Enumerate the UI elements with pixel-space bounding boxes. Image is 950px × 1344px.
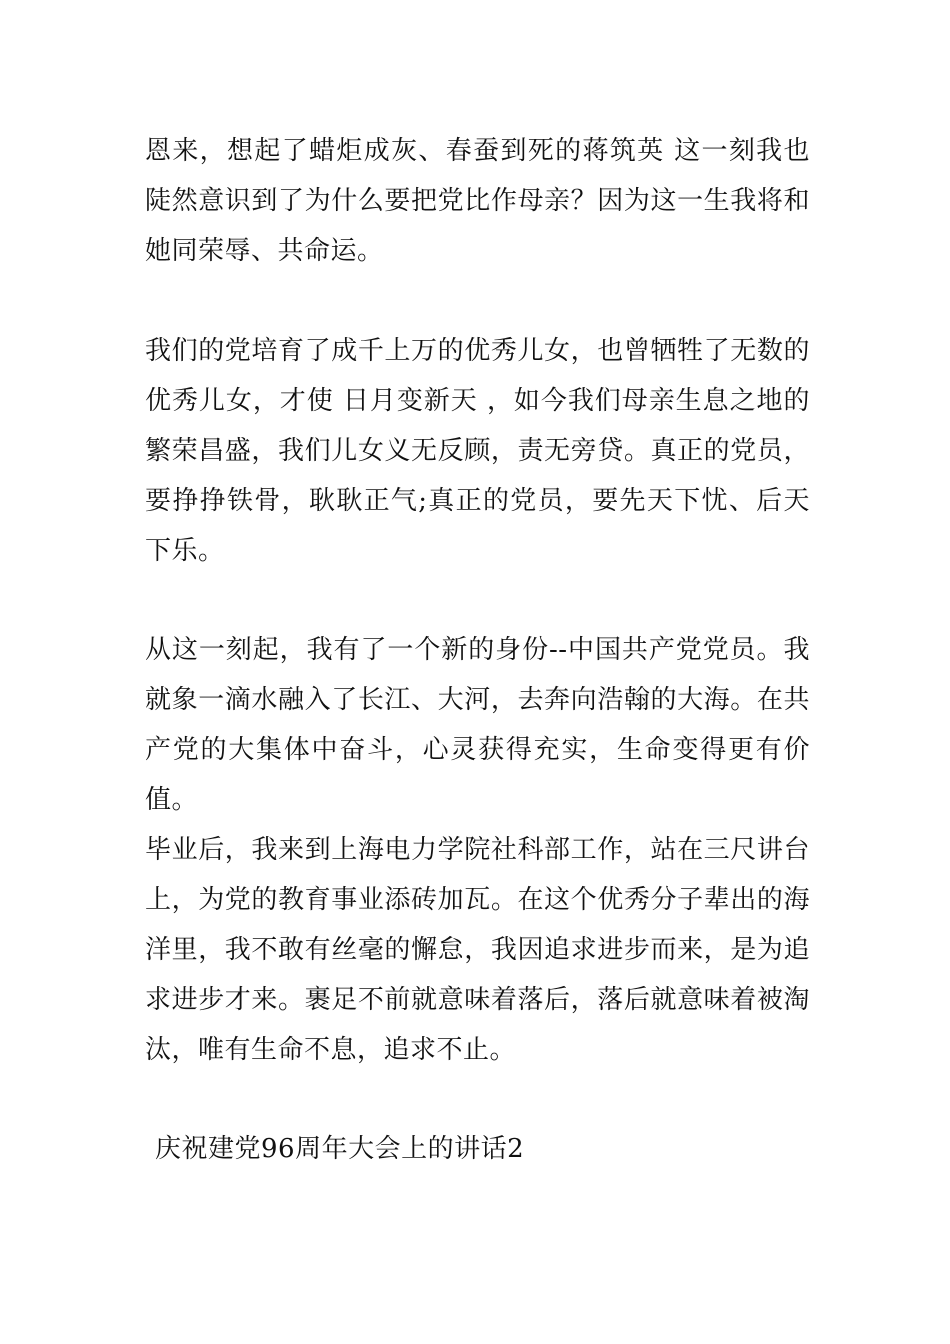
paragraph-4: 毕业后，我来到上海电力学院社科部工作，站在三尺讲台上，为党的教育事业添砖加瓦。在这个优秀分子辈出的海洋里，我不敢有丝毫的懈怠，我因追求进步而来，是为追求进步才来。裹足不前就意味着落后，落后就意味着被淘汰，唯有生命不息，追求不止。	[145, 835, 810, 1065]
paragraph-2: 我们的党培育了成千上万的优秀儿女，也曾牺牲了无数的优秀儿女，才使 日月变新天 ，如今我们母亲生息之地的繁荣昌盛，我们儿女义无反顾，责无旁贷。真正的党员，要挣挣铁骨，耿耿正气;真正的党员，要先天下忧、后天下乐。	[145, 336, 810, 566]
paragraph-3: 从这一刻起，我有了一个新的身份--中国共产党党员。我就象一滴水融入了长江、大河，去奔向浩翰的大海。在共产党的大集体中奋斗，心灵获得充实，生命变得更有价值。	[145, 635, 810, 815]
paragraph-1: 恩来，想起了蜡炬成灰、春蚕到死的蒋筑英 这一刻我也陡然意识到了为什么要把党比作母亲？因为这一生我将和她同荣辱、共命运。	[145, 136, 810, 266]
section-heading: 庆祝建党96周年大会上的讲话2	[155, 1134, 525, 1164]
